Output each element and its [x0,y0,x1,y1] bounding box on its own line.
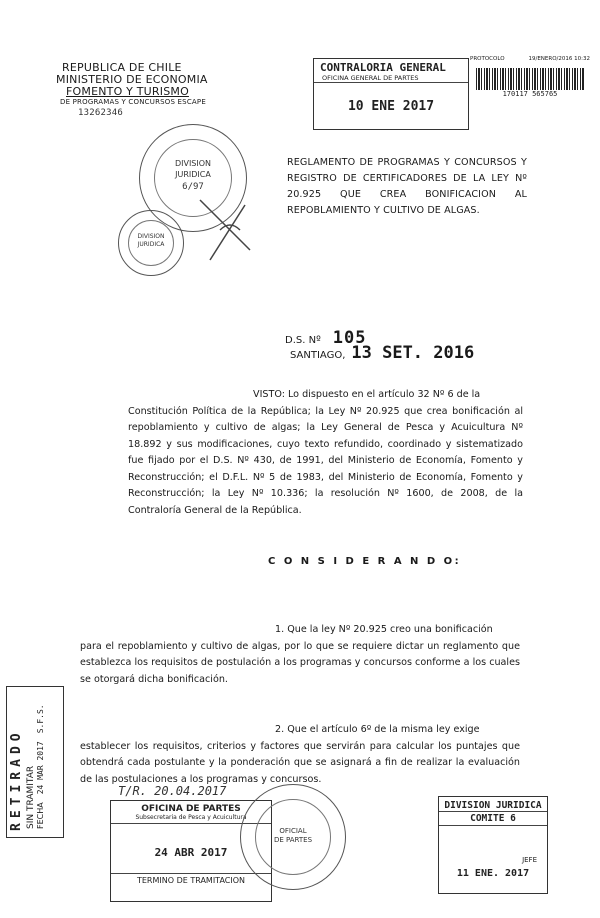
considerando-1-body: para el repoblamiento y cultivo de algas, por lo que se requiere dictar un reglamento que establezca los requisitos de postulación a los programas y concursos conforme a los cuales se otorgará dicha bonificación. [80,640,520,685]
oficial-partes-seal [240,784,346,890]
division-seal-handwritten: 6/97 [182,182,204,192]
considerando-1 [80,622,520,688]
considerando-2-body: establecer los requisitos, criterios y factores que servirán para calcular los puntajes que obtendrá cada postulante y la ponderación que se asignará a fin de realizar la evaluación de las postulaciones a los programas y concursos. [80,740,520,785]
oficina-line-2: Subsecretaria de Pesca y Acuicultura [111,814,271,824]
oficina-footer: TERMINO DE TRAMITACION [136,876,246,885]
division-juridica-box [438,796,548,894]
division-box-line-2: COMITE 6 [439,812,547,826]
oficina-handwritten: T/R. 20.04.2017 [118,784,227,798]
division-box-jefe: JEFE [522,856,537,864]
division-box-line-1: DIVISION JURIDICA [439,797,547,812]
division-seal-line-2: JURIDICA [175,170,211,179]
considerando-1-first: 1. Que la ley Nº 20.925 creo una bonificación [275,624,493,635]
oficial-seal-line-2: DE PARTES [273,836,313,844]
contraloria-stamp [313,58,469,130]
header-line-1: REPUBLICA DE CHILE [62,61,182,74]
barcode-label-left: PROTOCOLO [470,56,505,62]
sin-tramitar-label: SIN TRAMITAR [26,765,36,829]
retirado-label: RETIRADO [9,728,24,831]
small-seal [118,210,184,276]
decree-number-label: D.S. Nº [285,335,321,346]
oficial-seal-line-1: OFICIAL [279,827,307,835]
barcode-label [470,56,590,116]
small-seal-line-2: JURIDICA [137,241,165,248]
header-line-2: MINISTERIO DE ECONOMIA [56,73,208,86]
retirado-stamp [6,686,64,838]
retirado-handwritten: S.F.S. [36,704,45,734]
decree-date: 13 SET. 2016 [351,343,475,363]
division-seal-line-1: DIVISION [174,159,212,168]
oficina-line-1: OFICINA DE PARTES [141,804,241,814]
oficina-date: 24 ABR 2017 [111,824,271,874]
barcode-label-right: 19/ENERO/2016 10:32 [528,56,590,62]
considerando-2-first: 2. Que el artículo 6º de la misma ley exige [275,724,480,735]
considerando-2 [80,722,520,788]
barcode-number: 170117 565765 [502,90,558,98]
decree-title: REGLAMENTO DE PROGRAMAS Y CONCURSOS Y REGISTRO DE CERTIFICADORES DE LA LEY Nº 20.925 QUE CREA BONIFICACION AL REPOBLAMIENTO Y CULTIVO DE ALGAS. [287,157,527,216]
header-line-4: DE PROGRAMAS Y CONCURSOS ESCAPE [60,98,206,106]
decree-date-label: SANTIAGO, [290,350,346,361]
signature-mark [190,190,260,270]
visto-body: Constitución Política de la República; la Ley Nº 20.925 que crea bonificación al repoblamiento y cultivo de algas; la Ley General de Pesca y Acuicultura Nº 18.892 y sus modificaciones, cuyo texto refundido, coordinado y sistematizado fue fijado por el D.S. Nº 430, de 1991, del Ministerio de Economía, Fomento y Reconstrucción; el D.F.L. Nº 5 de 1983, del Ministerio de Economía, Fomento y Reconstrucción; la Ley Nº 10.336; la resolución Nº 1600, de 2008, de la Contraloría General de la República. [128,405,523,516]
barcode-graphic [476,68,584,90]
contraloria-line-1: CONTRALORIA GENERAL [320,61,446,74]
visto-paragraph [128,387,523,519]
visto-first-line: VISTO: Lo dispuesto en el artículo 32 Nº 6 de la [253,389,481,400]
header-line-3: FOMENTO Y TURISMO [66,85,189,98]
decree-number: 105 [332,328,367,348]
decree-date-line [290,343,474,363]
fecha-label: FECHA [36,802,45,829]
contraloria-date: 10 ENE 2017 [347,99,435,114]
retirado-date: 24 MAR 2017 [36,741,45,795]
division-box-date: 11 ENE. 2017 [456,868,530,879]
ministry-header [56,62,208,119]
contraloria-line-2: OFICINA GENERAL DE PARTES [314,74,468,83]
header-handwritten: 13262346 [78,108,123,118]
small-seal-line-1: DIVISION [137,233,165,240]
considerando-heading: C O N S I D E R A N D O: [268,556,462,567]
